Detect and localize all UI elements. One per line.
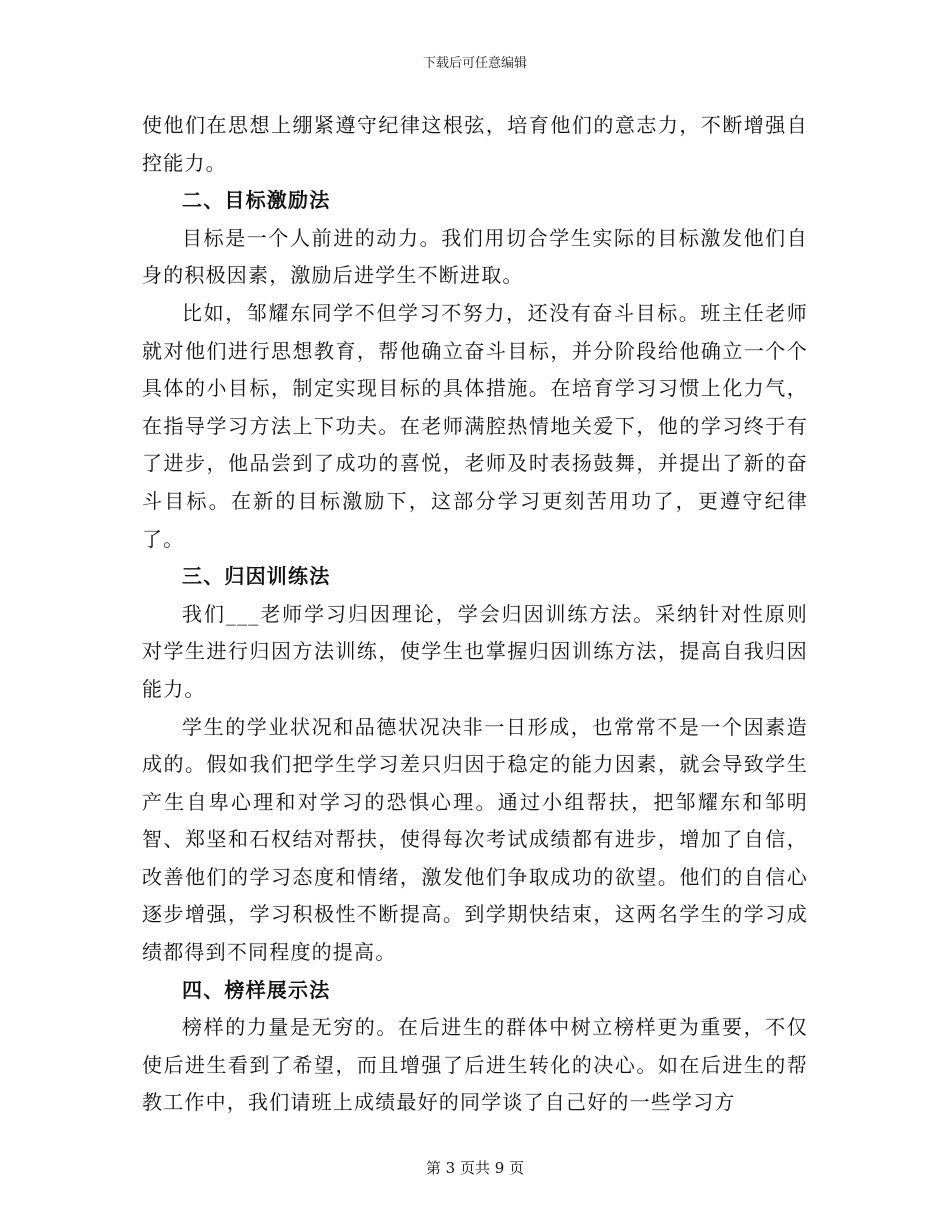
page-header-note: 下载后可任意编辑: [422, 56, 527, 71]
paragraph-attribution-intro: 我们___老师学习归因理论，学会归因训练方法。采纳针对性原则对学生进行归因方法训练，使学生也掌握归因训练方法，提高自我归因能力。: [142, 601, 808, 701]
section-heading-role-model: 四、榜样展示法: [182, 977, 331, 1002]
document-body: [142, 107, 808, 1122]
paragraph-goal-example: 比如，邹耀东同学不但学习不努力，还没有奋斗目标。班主任老师就对他们进行思想教育，帮他确立奋斗目标，并分阶段给他确立一个个具体的小目标，制定实现目标的具体措施。在培育学习习惯上化力气，在指导学习方法上下功夫。在老师满腔热情地关爱下，他的学习终于有了进步，他品尝到了成功的喜悦，老师及时表扬鼓舞，并提出了新的奋斗目标。在新的目标激励下，这部分学习更刻苦用功了，更遵守纪律了。: [142, 300, 808, 551]
section-heading-attribution-training: 三、归因训练法: [182, 564, 331, 589]
page-number-footer: 第 3 页共 9 页: [425, 1159, 525, 1177]
paragraph-attribution-example: 学生的学业状况和品德状况决非一日形成，也常常不是一个因素造成的。假如我们把学生学习差只归因于稳定的能力因素，就会导致学生产生自卑心理和对学习的恐惧心理。通过小组帮扶，把邹耀东和邹明智、郑坚和石权结对帮扶，使得每次考试成绩都有进步，增加了自信，改善他们的学习态度和情绪，激发他们争取成功的欲望。他们的自信心逐步增强，学习积极性不断提高。到学期快结束，这两名学生的学习成绩都得到不同程度的提高。: [142, 714, 808, 965]
paragraph-goal-intro: 目标是一个人前进的动力。我们用切合学生实际的目标激发他们自身的积极因素，激励后进学生不断进取。: [142, 225, 808, 288]
section-heading-goal-motivation: 二、目标激励法: [182, 188, 331, 213]
paragraph-continuation: 使他们在思想上绷紧遵守纪律这根弦，培育他们的意志力，不断增强自控能力。: [142, 113, 808, 175]
paragraph-role-model-intro: 榜样的力量是无穷的。在后进生的群体中树立榜样更为重要，不仅使后进生看到了希望，而且增强了后进生转化的决心。如在后进生的帮教工作中，我们请班上成绩最好的同学谈了自己好的一些学习方: [142, 1015, 808, 1115]
